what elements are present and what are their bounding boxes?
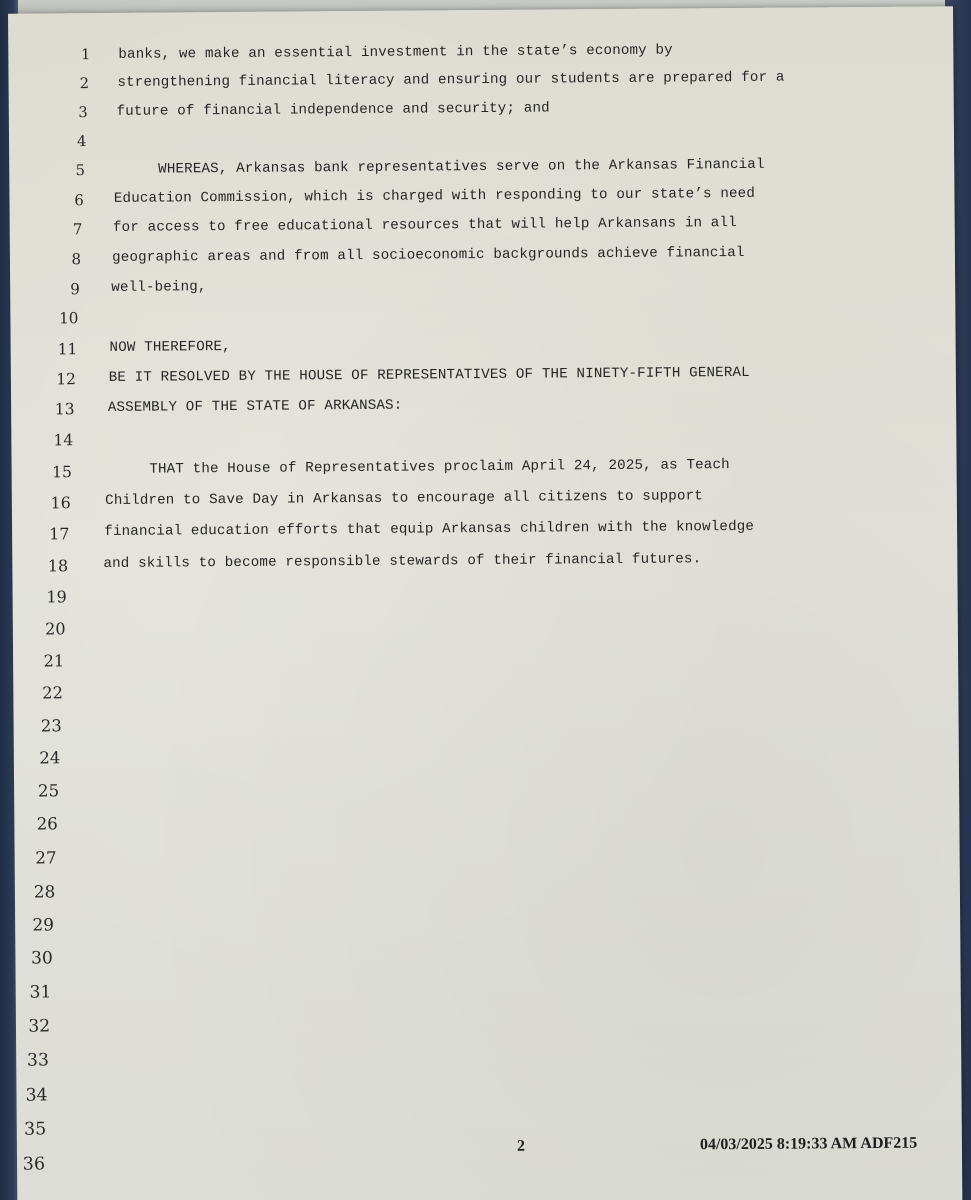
line-number: 8 [71, 249, 82, 269]
line-number: 7 [72, 220, 83, 239]
document-timestamp-stamp: 04/03/2025 8:19:33 AM ADF215 [699, 1134, 918, 1154]
line-number: 14 [53, 431, 74, 450]
line-text: strengthening financial literacy and ensuring our students are prepared for a [117, 70, 785, 92]
line-number: 4 [76, 132, 87, 150]
line-text: ASSEMBLY OF THE STATE OF ARKANSAS: [107, 397, 403, 417]
line-text: NOW THEREFORE, [109, 338, 231, 356]
line-text: Education Commission, which is charged with responding to our state’s need [113, 185, 756, 207]
line-number: 17 [49, 524, 70, 544]
line-text: BE IT RESOLVED BY THE HOUSE OF REPRESENTATIVES OF THE NINETY-FIFTH GENERAL [108, 364, 750, 386]
line-text: financial education efforts that equip Arkansas children with the knowledge [104, 519, 755, 541]
line-number: 32 [28, 1016, 51, 1037]
line-number: 12 [56, 370, 76, 389]
line-number: 22 [42, 683, 64, 703]
line-number: 21 [43, 651, 65, 671]
document-page [8, 6, 962, 1200]
line-number: 6 [74, 191, 84, 210]
page-number: 2 [516, 1137, 525, 1155]
line-number: 26 [36, 814, 58, 834]
line-number: 13 [54, 400, 75, 419]
line-number: 29 [32, 914, 55, 935]
line-number: 10 [58, 309, 79, 328]
line-number: 15 [51, 462, 73, 482]
line-number: 19 [46, 587, 67, 607]
line-number: 36 [22, 1154, 46, 1175]
line-text: for access to free educational resources that will help Arkansans in all [112, 215, 737, 237]
line-number: 33 [26, 1050, 49, 1071]
line-number: 24 [39, 748, 61, 768]
line-text: WHEREAS, Arkansas bank representatives serve on the Arkansas Financial [114, 156, 765, 178]
line-text: banks, we make an essential investment in the state’s economy by [118, 42, 673, 63]
line-number: 1 [81, 47, 91, 64]
line-number: 3 [78, 104, 88, 122]
line-number: 2 [79, 75, 90, 93]
line-text: and skills to become responsible stewards of their financial futures. [103, 550, 702, 572]
line-number: 16 [50, 493, 71, 513]
line-number: 35 [24, 1119, 47, 1140]
line-number: 30 [31, 948, 53, 969]
line-number: 27 [35, 847, 57, 868]
line-text: well-being, [111, 278, 207, 296]
line-number: 31 [29, 982, 52, 1003]
line-text: geographic areas and from all socioeconomic backgrounds achieve financial [112, 244, 745, 266]
line-number: 25 [37, 781, 60, 801]
line-number: 11 [57, 339, 78, 358]
line-number: 18 [47, 555, 69, 576]
line-text: THAT the House of Representatives proclaim April 24, 2025, as Teach [105, 456, 730, 478]
line-number: 9 [70, 279, 80, 298]
line-number: 34 [25, 1084, 48, 1106]
line-number: 28 [33, 880, 56, 902]
line-text: Children to Save Day in Arkansas to encourage all citizens to support [105, 488, 703, 509]
line-number: 5 [75, 161, 86, 179]
line-number: 20 [44, 619, 66, 639]
line-number: 23 [40, 715, 62, 736]
line-text: future of financial independence and security; and [116, 100, 550, 120]
